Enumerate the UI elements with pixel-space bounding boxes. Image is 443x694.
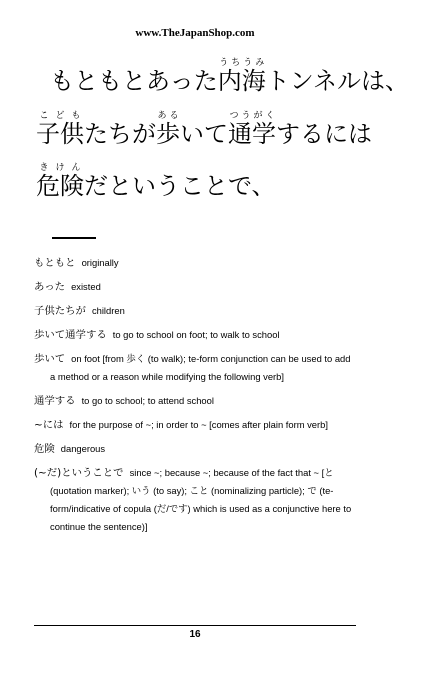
sentence-text: するには	[276, 120, 372, 148]
sentence-line-1	[50, 58, 409, 96]
vocab-entry	[34, 416, 354, 434]
vocab-definition: existed	[71, 281, 101, 292]
sentence-text: たちが	[84, 120, 156, 148]
sentence-text: もともとあった	[50, 67, 218, 95]
footer-rule	[34, 625, 356, 626]
site-url: www.TheJapanShop.com	[135, 27, 255, 39]
vocab-entry	[34, 302, 354, 320]
furigana-word: 内海うちうみ	[217, 58, 266, 95]
section-divider	[52, 237, 96, 239]
vocab-definition: for the purpose of ~; in order to ~ [comes after plain form verb]	[69, 419, 328, 430]
vocab-entry	[34, 350, 354, 386]
furigana-word: 危険きけん	[36, 163, 84, 200]
vocab-term: ~には	[34, 419, 64, 431]
sentence-line-3	[36, 163, 276, 201]
vocab-entry	[34, 254, 354, 272]
vocab-term: 通学する	[34, 395, 76, 407]
sentence-line-2	[36, 111, 372, 149]
vocab-entry	[34, 326, 354, 344]
page-number: 16	[189, 629, 201, 640]
vocab-term: 危険	[34, 443, 55, 455]
vocab-entry	[34, 392, 354, 410]
vocab-term: あった	[34, 281, 66, 293]
vocab-entry	[34, 464, 354, 536]
vocab-definition: to go to school; to attend school	[81, 395, 214, 406]
vocab-term: 子供たちが	[34, 305, 86, 317]
vocab-entry	[34, 440, 354, 458]
sentence-text: いて	[180, 120, 228, 148]
vocab-term: もともと	[34, 257, 76, 269]
vocab-term: 歩いて	[34, 353, 66, 365]
sentence-text: トンネルは、	[265, 67, 410, 95]
sentence-text: だということで、	[84, 172, 276, 200]
vocabulary-list	[34, 254, 354, 542]
furigana-word: 子供こども	[36, 111, 84, 148]
vocab-definition: since ~; because ~; because of the fact that ~ [と(quotation marker); いう (to say); こと (nominalizing particle); で (te-form/indicative of copula (だ/です) which is used as a conjunctive here to continue the sentence)]	[50, 467, 352, 532]
vocab-term: 歩いて通学する	[34, 329, 107, 341]
furigana-word: 歩ある	[156, 111, 180, 148]
vocab-term: (~だ)ということで	[34, 467, 124, 479]
vocab-definition: on foot [from 歩く (to walk); te-form conjunction can be used to add a method or a reason while modifying the following verb]	[50, 353, 351, 382]
vocab-definition: children	[91, 305, 125, 316]
vocab-definition: dangerous	[60, 443, 106, 454]
furigana-word: 通学つうがく	[228, 111, 276, 148]
vocab-definition: to go to school on foot; to walk to school	[112, 329, 280, 340]
vocab-definition: originally	[81, 257, 119, 268]
vocab-entry	[34, 278, 354, 296]
